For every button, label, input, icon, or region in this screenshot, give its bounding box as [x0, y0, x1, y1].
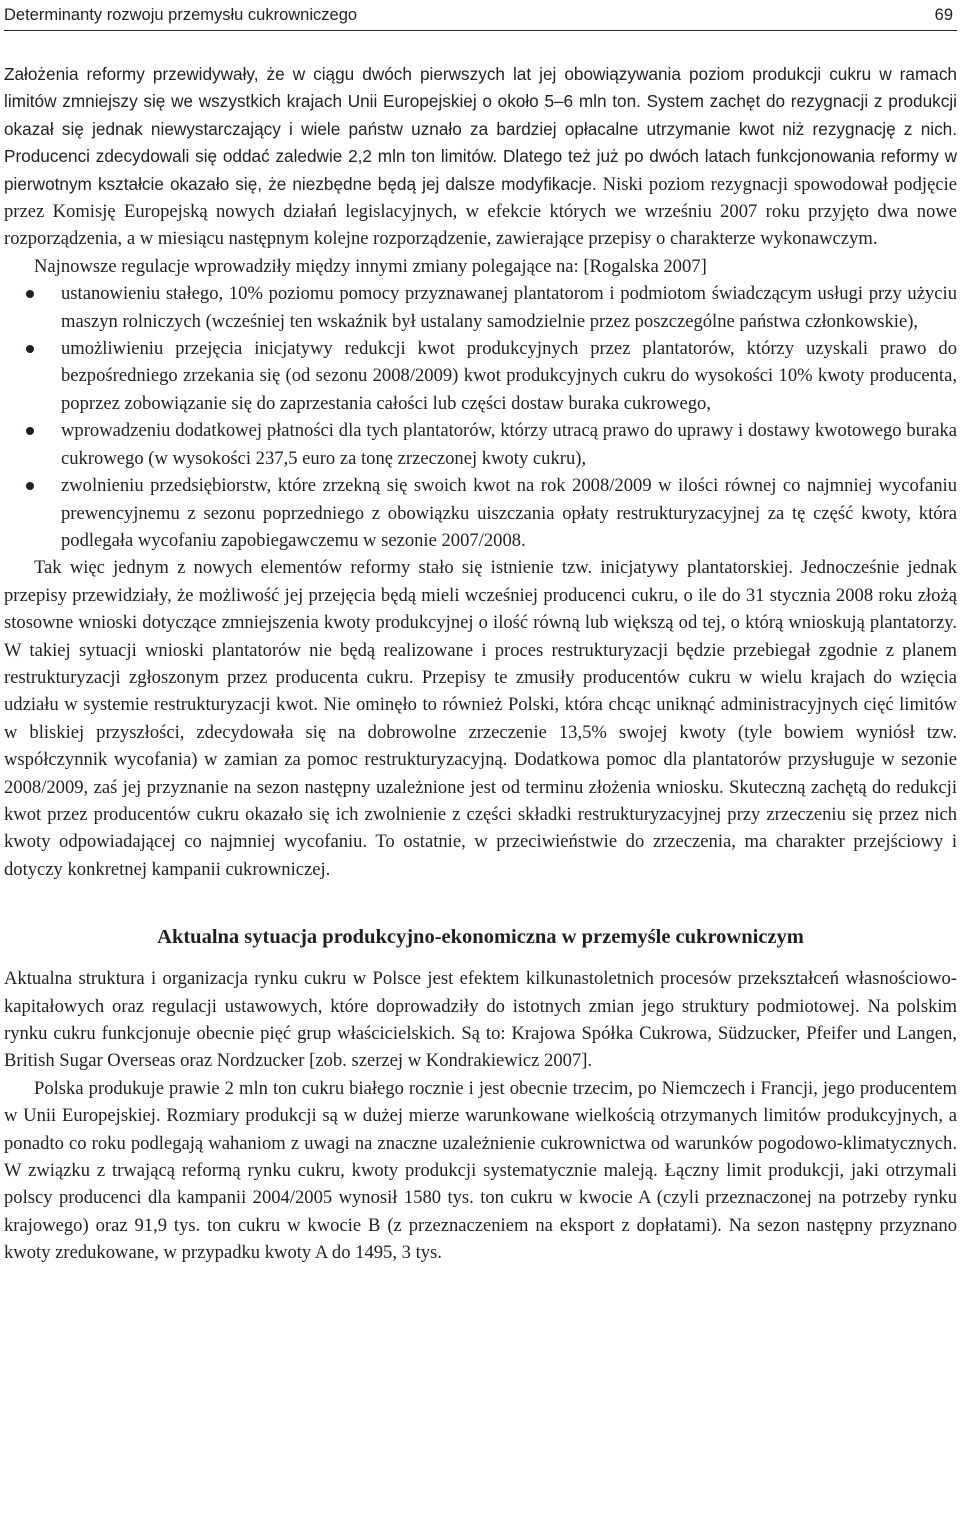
list-item	[4, 417, 957, 472]
list-item-text: zwolnieniu przedsiębiorstw, które zrzekną się swoich kwot na rok 2008/2009 w ilości równej co najmniej wycofaniu prewencyjnemu z sezonu poprzedniego z obowiązku uiszczania opłaty restrukturyzacyjnej za tę część kwoty, która podlegała wycofaniu zapobiegawczemu w sezonie 2007/2008.	[61, 475, 957, 551]
list-item-text: umożliwieniu przejęcia inicjatywy redukcji kwot produkcyjnych przez plantatorów, którzy uzyskali prawo do bezpośredniego zrzekania się (od sezonu 2008/2009) kwot produkcyjnych cukru do wysokości 10% kwoty producenta, poprzez zobowiązanie się do zaprzestania całości lub części dostaw buraka cukrowego,	[61, 338, 957, 414]
list-item	[4, 472, 957, 554]
list-item-text: wprowadzeniu dodatkowej płatności dla tych plantatorów, którzy utracą prawo do uprawy i dostawy kwotowego buraka cukrowego (w wysokości 237,5 euro za tonę zrzeczonej kwoty cukru),	[61, 420, 957, 469]
bullet-dot-icon	[26, 290, 34, 298]
regulation-changes-list	[4, 280, 957, 554]
list-item	[4, 280, 957, 335]
section-heading: Aktualna sytuacja produkcyjno-ekonomiczna w przemyśle cukrowniczym	[157, 926, 804, 949]
paragraph-market-structure: Aktualna struktura i organizacja rynku cukru w Polsce jest efektem kilkunastoletnich procesów przekształceń własnościowo-kapitałowych oraz regulacji ustawowych, które doprowadziły do istotnych zmian jego struktury podmiotowej. Na polskim rynku cukru funkcjonuje obecnie pięć grup właścicielskich. Są to: Krajowa Spółka Cukrowa, Südzucker, Pfeifer und Langen, British Sugar Overseas oraz Nordzucker [zob. szerzej w Kondrakiewicz 2007].	[4, 968, 957, 1072]
bullet-dot-icon	[26, 482, 34, 490]
list-item-text: ustanowieniu stałego, 10% poziomu pomocy przyznawanej plantatorom i podmiotom świadczącym usługi przy użyciu maszyn rolniczych (wcześniej ten wskaźnik był ustalany samodzielnie przez poszczególne państwa członkowskie),	[61, 283, 957, 332]
paragraph-poland-production: Polska produkuje prawie 2 mln ton cukru białego rocznie i jest obecnie trzecim, po Niemczech i Francji, jego producentem w Unii Europejskiej. Rozmiary produkcji są w dużej mierze warunkowane wielkością otrzymanych limitów produkcyjnych, a ponadto co roku podlegają wahaniom z uwagi na znaczne uzależnienie cukrownictwa od warunków pogodowo-klimatycznych. W związku z trwającą reformą rynku cukru, kwoty produkcji systematycznie maleją. Łączny limit produkcji, jaki otrzymali polscy producenci dla kampanii 2004/2005 wynosił 1580 tys. ton cukru w kwocie A (czyli przeznaczonej na potrzeby rynku krajowego) oraz 91,9 tys. ton cukru w kwocie B (z przeznaczeniem na eksport z dopłatami). Na sezon następny przyznano kwoty zredukowane, w przypadku kwoty A do 1495, 3 tys.	[4, 1077, 957, 1264]
list-item	[4, 335, 957, 417]
bullet-dot-icon	[26, 345, 34, 353]
paragraph-new-regulations: Najnowsze regulacje wprowadziły między innymi zmiany polegające na: [Rogalska 2007]	[34, 255, 707, 277]
page-number: 69	[934, 5, 953, 24]
running-title: Determinanty rozwoju przemysłu cukrowniczego	[4, 5, 358, 24]
bullet-dot-icon	[26, 427, 34, 435]
paragraph-serif-segment: Niski poziom rezygnacji spowodował podjęcie przez Komisję Europejską nowych działań legislacyjnych, w efekcie których we wrześniu 2007 roku przyjęto dwa nowe rozporządzenia, a w miesiącu następnym kolejne rozporządzenie, zawierające przepisy o charakterze wykonawczym.	[4, 173, 957, 250]
running-header	[4, 0, 957, 31]
paragraph-planter-initiative: Tak więc jednym z nowych elementów reformy stało się istnienie tzw. inicjatywy plantatorskiej. Jednocześnie jednak przepisy przewidziały, że możliwość jej przejęcia będą mieli wcześniej producenci cukru, o ile do 31 stycznia 2008 roku złożą stosowne wnioski dotyczące zmniejszenia kwoty produkcyjnej o ilość równą lub większą od tej, o którą wnioskują plantatorzy. W takiej sytuacji wnioski plantatorów nie będą realizowane i proces restrukturyzacji będzie przebiegał zgodnie z planem restrukturyzacji zgłoszonym przez producenta cukru. Przepisy te zmusiły producentów cukru w wielu krajach do wzięcia udziału w systemie restrukturyzacji kwot. Nie ominęło to również Polski, która chcąc uniknąć administracyjnych cięć limitów w bliskiej przyszłości, zdecydowała się na dobrowolne zrzeczenie 13,5% swojej kwoty (tyle bowiem wyniósł tzw. współczynnik wycofania) w zamian za pomoc restrukturyzacyjną. Dodatkowa pomoc dla plantatorów przysługuje w sezonie 2008/2009, zaś jej przyznanie na sezon następny uzależnione jest od terminu złożenia wniosku. Skuteczną zachętą do redukcji kwot przez producentów cukru okazało się ich zwolnienie z części składki restrukturyzacyjnej przy zrzeczeniu się przez nich kwoty odpowiadającej co najmniej wycofaniu. To ostatnie, w przeciwieństwie do zrzeczenia, ma charakter przejściowy i dotyczy konkretnej kampanii cukrowniczej.	[4, 557, 957, 880]
body-text	[4, 61, 957, 1267]
paragraph-reform-assumptions	[4, 61, 957, 253]
paragraph-sans-segment: Założenia reformy przewidywały, że w ciągu dwóch pierwszych lat jej obowiązywania poziom produkcji cukru w ramach limitów zmniejszy się we wszystkich krajach Unii Europejskiej o około 5–6 mln ton. System zachęt do rezygnacji z produkcji okazał się jednak niewystarczający i wiele państw uznało za bardziej opłacalne utrzymanie kwot niż rezygnację z nich. Producenci zdecydowali się oddać zaledwie 2,2 mln ton limitów. Dlatego też już po dwóch latach funkcjonowania reformy w pierwotnym kształcie okazało się, że niezbędne będą jej dalsze modyfikacje.	[4, 64, 957, 194]
